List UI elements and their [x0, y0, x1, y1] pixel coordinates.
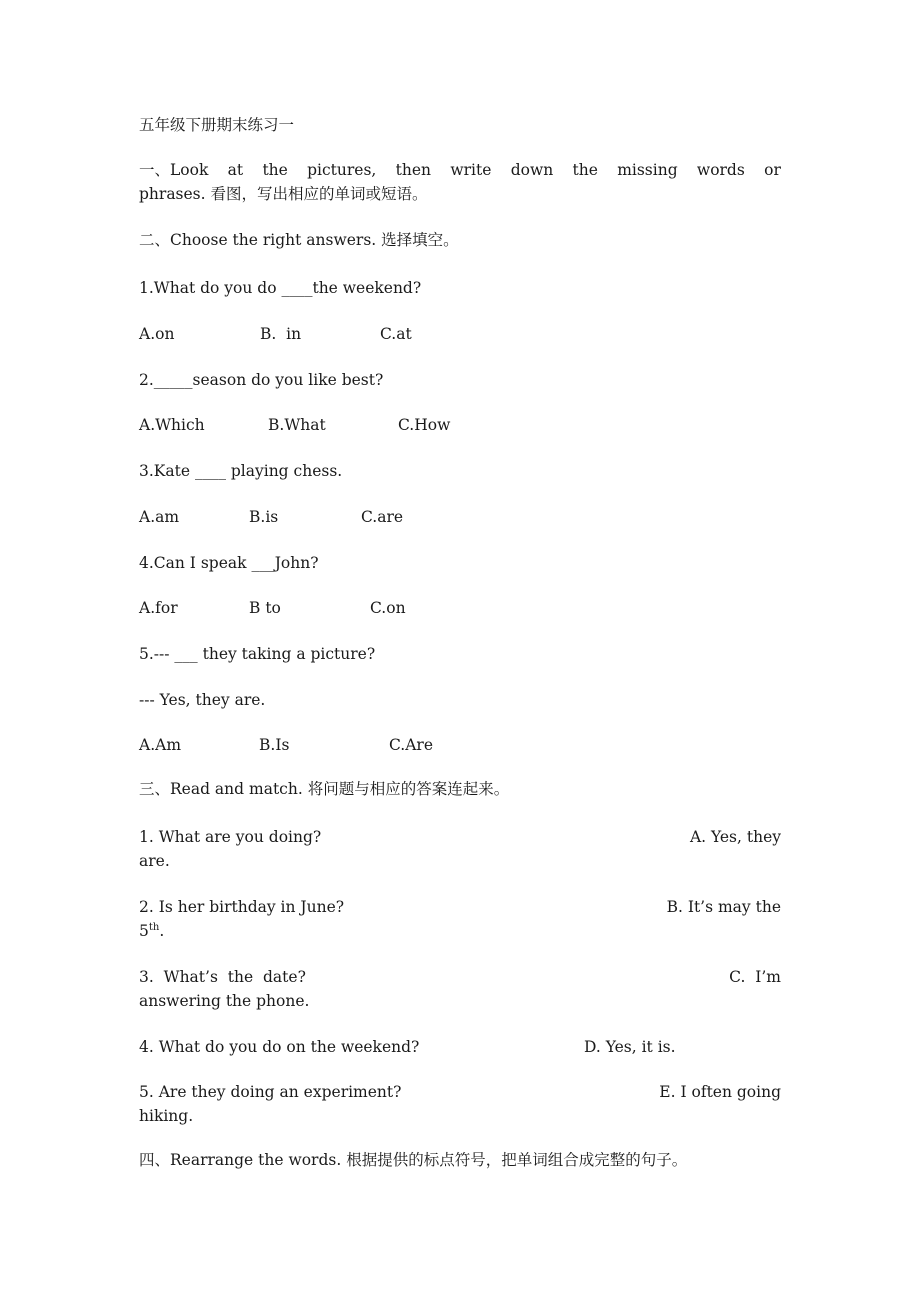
ordinal-number: 5: [139, 922, 149, 940]
option-c: C.at: [380, 325, 412, 343]
section-1-instruction: [139, 158, 781, 182]
match-item-4: [139, 1035, 781, 1059]
match-question: 3. What’s the date?: [139, 968, 306, 986]
instruction-word: at: [227, 161, 244, 179]
option-b: B.is: [249, 508, 279, 526]
match-answer-continuation: are.: [139, 852, 170, 870]
option-b: B.Is: [259, 736, 290, 754]
instruction-word: down: [510, 161, 554, 179]
option-c: C.Are: [389, 736, 434, 754]
match-item-2: [139, 895, 781, 943]
option-c: C.are: [361, 508, 404, 526]
option-a: A.Am: [139, 736, 182, 754]
match-answer: E. I often going: [659, 1083, 781, 1101]
match-question: 2. Is her birthday in June?: [139, 898, 345, 916]
instruction-word: or: [764, 161, 781, 179]
match-answer: D. Yes, it is.: [584, 1038, 676, 1056]
option-c: C.on: [370, 599, 406, 617]
match-answer: B. It’s may the: [666, 898, 781, 916]
instruction-word: pictures,: [307, 161, 377, 179]
option-a: A.am: [139, 508, 180, 526]
option-a: A.Which: [139, 416, 205, 434]
option-c: C.How: [398, 416, 451, 434]
instruction-word: the: [262, 161, 288, 179]
question-5-response: --- Yes, they are.: [139, 691, 266, 709]
ordinal-suffix: th: [148, 921, 160, 933]
match-question: 4. What do you do on the weekend?: [139, 1038, 420, 1056]
match-item-3: [139, 965, 781, 1013]
option-b: B to: [249, 599, 281, 617]
match-answer-continuation: answering the phone.: [139, 992, 310, 1010]
question-4: 4.Can I speak ___John?: [139, 554, 319, 572]
option-a: A.for: [139, 599, 178, 617]
section-1-line-2: phrases. 看图，写出相应的单词或短语。: [139, 185, 428, 203]
section-2-heading: 二、Choose the right answers. 选择填空。: [139, 231, 459, 249]
question-5: 5.--- ___ they taking a picture?: [139, 645, 376, 663]
option-b: B. in: [260, 325, 302, 343]
question-2: 2._____season do you like best?: [139, 371, 384, 389]
match-question: 1. What are you doing?: [139, 828, 322, 846]
instruction-word: 一、Look: [139, 161, 209, 179]
match-answer-continuation: hiking.: [139, 1107, 194, 1125]
question-3: 3.Kate ____ playing chess.: [139, 462, 343, 480]
question-1: 1.What do you do ____the weekend?: [139, 279, 422, 297]
instruction-word: the: [572, 161, 598, 179]
section-3-heading: 三、Read and match. 将问题与相应的答案连起来。: [139, 780, 510, 798]
period: .: [159, 922, 165, 940]
match-item-5: [139, 1080, 781, 1128]
instruction-word: missing: [617, 161, 678, 179]
match-answer: A. Yes, they: [689, 828, 781, 846]
match-answer: C. I’m: [729, 968, 781, 986]
match-question: 5. Are they doing an experiment?: [139, 1083, 402, 1101]
option-b: B.What: [268, 416, 326, 434]
match-answer-continuation: [139, 919, 781, 943]
page-title: 五年级下册期末练习一: [139, 116, 295, 134]
instruction-word: then: [395, 161, 432, 179]
section-1-line-1: [139, 158, 781, 182]
section-4-heading: 四、Rearrange the words. 根据提供的标点符号，把单词组合成完整的句子。: [139, 1151, 688, 1169]
instruction-word: words: [696, 161, 745, 179]
match-item-1: [139, 825, 781, 873]
option-a: A.on: [139, 325, 175, 343]
instruction-word: write: [450, 161, 492, 179]
